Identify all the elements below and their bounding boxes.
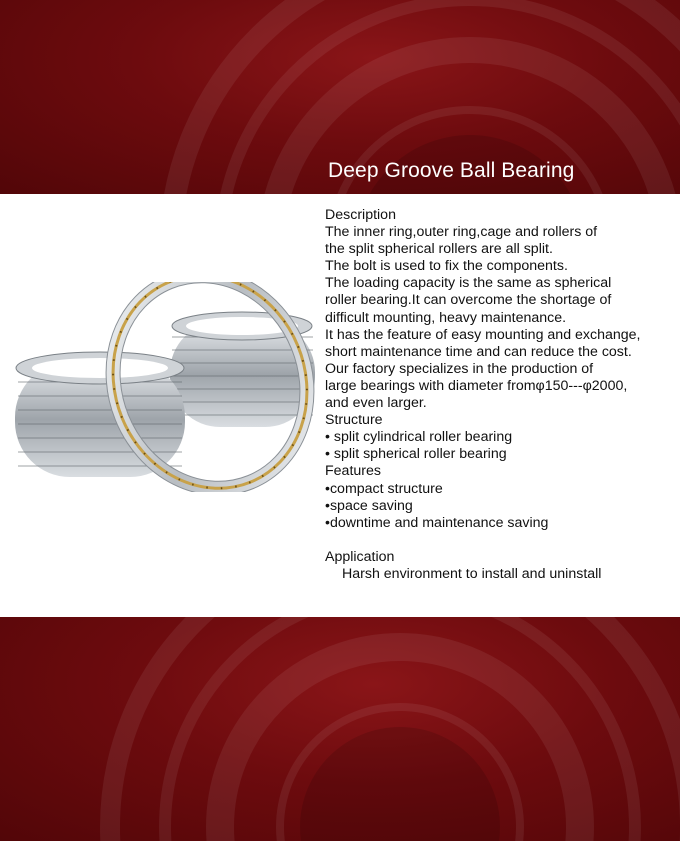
- spacer: [325, 532, 665, 549]
- features-item: •space saving: [325, 497, 413, 514]
- description-line: roller bearing.It can overcome the shortage of: [325, 292, 612, 309]
- header-band: [0, 0, 680, 194]
- features-item: •compact structure: [325, 480, 443, 497]
- application-text: Harsh environment to install and uninstall: [342, 565, 602, 582]
- structure-item: • split spherical roller bearing: [325, 446, 507, 463]
- application-heading: Application: [325, 548, 395, 565]
- footer-band: [0, 617, 680, 841]
- description-line: The inner ring,outer ring,cage and rollers of: [325, 224, 598, 241]
- structure-heading: Structure: [325, 412, 383, 429]
- content-panel: [0, 194, 680, 617]
- description-column: [325, 207, 665, 583]
- description-line: It has the feature of easy mounting and exchange,: [325, 326, 641, 343]
- description-line: and even larger.: [325, 395, 427, 412]
- description-line: Our factory specializes in the production of: [325, 360, 594, 377]
- features-item: •downtime and maintenance saving: [325, 514, 549, 531]
- bearing-watermark-bottom: [0, 617, 680, 841]
- description-line: The bolt is used to fix the components.: [325, 258, 568, 275]
- description-line: short maintenance time and can reduce the cost.: [325, 343, 632, 360]
- description-line: large bearings with diameter fromφ150---φ2000,: [325, 377, 628, 394]
- description-line: difficult mounting, heavy maintenance.: [325, 309, 567, 326]
- description-line: The loading capacity is the same as spherical: [325, 275, 612, 292]
- page-title: Deep Groove Ball Bearing: [328, 159, 575, 182]
- structure-item: • split cylindrical roller bearing: [325, 429, 513, 446]
- features-heading: Features: [325, 463, 381, 480]
- description-heading: Description: [325, 207, 396, 223]
- description-line: the split spherical rollers are all split.: [325, 241, 553, 258]
- bearing-product-image: [10, 282, 320, 492]
